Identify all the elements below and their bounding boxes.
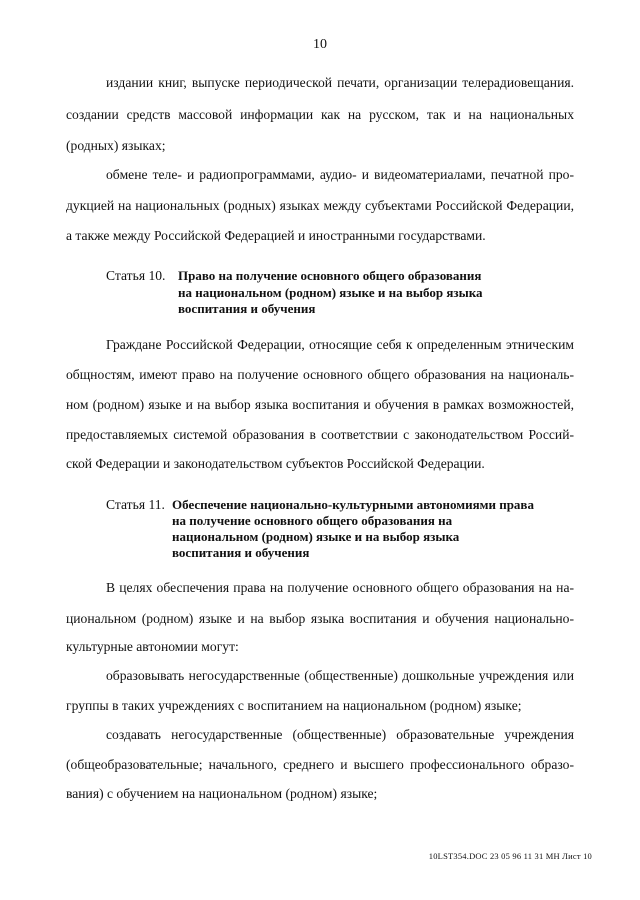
article-11-number: Статья 11. <box>106 497 165 512</box>
text-line: (общеобразовательные; начального, среднего и высшего профессионального образо- <box>66 757 574 772</box>
text-line: общностям, имеют право на получение основного общего образования на националь- <box>66 367 574 382</box>
text-line: обмене теле- и радиопрограммами, аудио- и видеоматериалами, печатной про- <box>106 167 574 182</box>
page-number: 10 <box>313 37 327 52</box>
text-line: вания) с обучением на национальном (родном) языке; <box>66 786 378 801</box>
article-11-title-line: национальном (родном) языке и на выбор языка <box>172 529 460 544</box>
text-line: а также между Российской Федерацией и иностранными государствами. <box>66 228 486 243</box>
article-11-title-line: Обеспечение национально-культурными автономиями права <box>172 497 534 512</box>
text-line: образовывать негосударственные (общественные) дошкольные учреждения или <box>106 668 574 683</box>
text-line: ской Федерации и законодательством субъектов Российской Федерации. <box>66 456 485 471</box>
document-footer: 10LST354.DOC 23 05 96 11 31 МН Лист 10 <box>428 851 592 861</box>
article-11-title-line: на получение основного общего образования на <box>172 513 453 528</box>
article-10-number: Статья 10. <box>106 268 166 283</box>
text-line: ном (родном) языке и на выбор языка воспитания и обучения в рамках возможностей, <box>66 397 574 412</box>
text-line: (родных) языках; <box>66 138 166 153</box>
text-line: создании средств массовой информации как на русском, так и на национальных <box>66 107 574 122</box>
text-line: дукцией на национальных (родных) языках между субъектами Российской Федерации, <box>66 198 574 213</box>
text-line: предоставляемых системой образования в соответствии с законодательством Россий- <box>66 427 574 442</box>
article-10-title-line: воспитания и обучения <box>178 301 316 316</box>
text-line: Граждане Российской Федерации, относящие себя к определенным этническим <box>106 337 574 352</box>
text-line: группы в таких учреждениях с воспитанием на национальном (родном) языке; <box>66 698 522 713</box>
text-line: В целях обеспечения права на получение основного общего образования на на- <box>106 580 574 595</box>
text-line: культурные автономии могут: <box>66 639 239 654</box>
text-line: циональном (родном) языке и на выбор языка воспитания и обучения национально- <box>66 611 574 626</box>
article-11-title-line: воспитания и обучения <box>172 545 310 560</box>
text-line: издании книг, выпуске периодической печати, организации телерадиовещания. <box>106 75 574 90</box>
article-10-title-line: на национальном (родном) языке и на выбор языка <box>178 285 483 300</box>
article-10-title-line: Право на получение основного общего образования <box>178 268 482 283</box>
text-line: создавать негосударственные (общественные) образовательные учреждения <box>106 727 574 742</box>
